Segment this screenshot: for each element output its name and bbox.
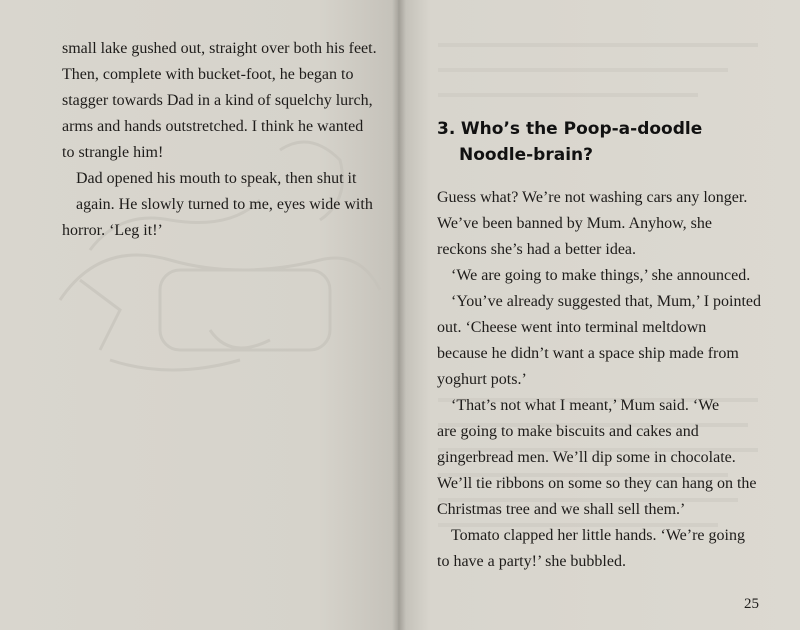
text-line: Tomato clapped her little hands. ‘We’re going <box>451 527 745 544</box>
text-line: We’ve been banned by Mum. Anyhow, she <box>437 215 712 232</box>
left-page <box>0 0 398 630</box>
chapter-title-line2: Noodle-brain? <box>459 145 593 165</box>
chapter-title-line1: Who’s the Poop-a-doodle <box>460 119 703 139</box>
text-line: ‘That’s not what I meant,’ Mum said. ‘We <box>451 397 720 414</box>
book-gutter <box>392 0 406 630</box>
text-line: We’ll tie ribbons on some so they can hang on the <box>437 475 757 492</box>
text-line: ‘We are going to make things,’ she announced. <box>451 267 751 284</box>
text-line: Then, complete with bucket-foot, he began to <box>62 66 354 83</box>
chapter-number: 3. <box>437 119 456 139</box>
text-line: are going to make biscuits and cakes and <box>437 423 699 440</box>
text-line: ‘You’ve already suggested that, Mum,’ I pointed <box>451 293 762 310</box>
text-line: reckons she’s had a better idea. <box>437 241 637 258</box>
chapter-heading <box>437 116 702 168</box>
text-line: again. He slowly turned to me, eyes wide with <box>76 196 373 213</box>
left-page-text <box>62 36 377 244</box>
text-line: arms and hands outstretched. I think he wanted <box>62 118 364 135</box>
text-line: to have a party!’ she bubbled. <box>437 553 626 570</box>
right-page-text <box>437 185 761 575</box>
text-line: horror. ‘Leg it!’ <box>62 222 163 239</box>
text-line: Guess what? We’re not washing cars any longer. <box>437 189 748 206</box>
text-line: Christmas tree and we shall sell them.’ <box>437 501 686 518</box>
page-number: 25 <box>744 596 759 612</box>
text-line: out. ‘Cheese went into terminal meltdown <box>437 319 707 336</box>
text-line: gingerbread men. We’ll dip some in chocolate. <box>437 449 736 466</box>
text-line: to strangle him! <box>62 144 164 161</box>
text-line: stagger towards Dad in a kind of squelchy lurch, <box>62 92 373 109</box>
text-line: because he didn’t want a space ship made from <box>437 345 739 362</box>
text-line: small lake gushed out, straight over both his feet. <box>62 40 377 57</box>
text-line: Dad opened his mouth to speak, then shut it <box>76 170 357 187</box>
text-line: yoghurt pots.’ <box>437 371 527 388</box>
